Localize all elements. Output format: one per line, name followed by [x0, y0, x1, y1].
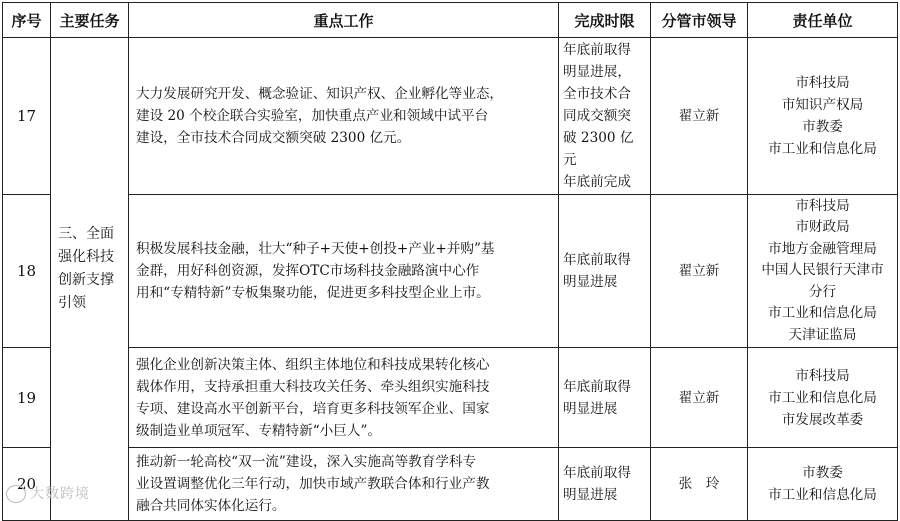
deadline-line: 同成交额突 — [563, 108, 631, 124]
deadline-line: 明显进展 — [563, 274, 618, 290]
work-line: 强化企业创新决策主体、组织主体地位和科技成果转化核心 — [136, 356, 490, 373]
task-line: 创新支撑 — [58, 272, 114, 288]
header-leader: 分管市领导 — [651, 3, 748, 38]
header-work: 重点工作 — [129, 3, 559, 38]
leader-cell: 翟立新 — [651, 195, 748, 348]
work-cell — [129, 195, 559, 348]
deadline-line: 年底前取得 — [563, 378, 631, 395]
work-cell — [129, 38, 559, 195]
unit-line: 市科技局 — [795, 75, 850, 91]
work-line: 推动新一轮高校“双一流”建设，深入实施高等教育学科专 — [136, 454, 477, 470]
work-line: 积极发展科技金融，壮大“种子+天使+创投+产业+并购”基 — [136, 241, 495, 257]
header-no: 序号 — [3, 3, 51, 38]
work-line: 建设，全市技术合同成交额突破 2300 亿元。 — [136, 130, 411, 146]
header-deadline: 完成时限 — [559, 3, 651, 38]
leader-cell: 张 玲 — [651, 448, 748, 521]
work-line: 大力发展研究开发、概念验证、知识产权、企业孵化等业态， — [136, 86, 504, 102]
unit-cell — [748, 38, 898, 195]
task-line: 强化科技 — [58, 249, 114, 265]
work-line: 载体作用，支持承担重大科技攻关任务、牵头组织实施科技 — [136, 378, 490, 395]
unit-line: 天津证监局 — [788, 326, 857, 343]
deadline-line: 明显进展 — [563, 400, 618, 417]
leader-cell: 翟立新 — [651, 348, 748, 448]
deadline-cell — [559, 195, 651, 348]
unit-line: 市工业和信息化局 — [768, 141, 877, 157]
deadline-line: 年底前取得 — [563, 465, 631, 481]
header-task: 主要任务 — [51, 3, 129, 38]
table-row — [3, 38, 898, 195]
header-row — [3, 3, 898, 38]
work-cell — [129, 448, 559, 521]
work-line: 专项、建设高水平创新平台，培育更多科技领军企业、国家 — [136, 400, 490, 417]
unit-line: 市工业和信息化局 — [768, 389, 877, 406]
unit-cell — [748, 348, 898, 448]
work-line: 融合共同体实体化运行。 — [136, 498, 286, 514]
deadline-line: 年底前取得 — [563, 252, 631, 268]
watermark — [6, 483, 90, 503]
row-number: 19 — [3, 348, 51, 448]
unit-line: 市工业和信息化局 — [768, 305, 877, 322]
deadline-line: 明显进展， — [563, 64, 631, 80]
table-row — [3, 195, 898, 348]
task-cell — [51, 38, 129, 521]
row-number: 17 — [3, 38, 51, 195]
unit-line: 市科技局 — [795, 197, 850, 214]
task-table — [2, 2, 898, 521]
watermark-logo-icon — [6, 485, 26, 503]
row-number: 18 — [3, 195, 51, 348]
unit-line: 市财政局 — [795, 219, 850, 236]
deadline-line: 年底前取得 — [563, 42, 631, 58]
work-line: 用和“专精特新”专板集聚功能，促进更多科技型企业上市。 — [136, 285, 490, 301]
work-cell — [129, 348, 559, 448]
unit-line: 市教委 — [802, 465, 843, 481]
unit-line: 市教委 — [802, 119, 843, 135]
deadline-line: 全市技术合 — [563, 86, 631, 102]
unit-line: 中国人民银行天津市 — [761, 262, 884, 279]
unit-cell — [748, 195, 898, 348]
unit-line: 市科技局 — [795, 367, 850, 384]
deadline-cell — [559, 348, 651, 448]
watermark-text: 大数跨境 — [30, 486, 90, 502]
unit-line: 市知识产权局 — [781, 97, 864, 113]
table-row — [3, 448, 898, 521]
unit-line: 市工业和信息化局 — [768, 487, 877, 503]
deadline-cell — [559, 38, 651, 195]
row-number: 20 — [3, 448, 51, 521]
unit-line: 市地方金融管理局 — [768, 240, 877, 257]
deadline-line: 年底前完成 — [563, 174, 631, 190]
deadline-cell — [559, 448, 651, 521]
leader-cell: 翟立新 — [651, 38, 748, 195]
task-line: 三、全面 — [58, 226, 114, 242]
work-line: 建设 20 个校企联合实验室，加快重点产业和领域中试平台 — [136, 108, 489, 124]
work-line: 业设置调整优化三年行动，加快市域产教联合体和行业产教 — [136, 476, 490, 492]
work-line: 级制造业单项冠军、专精特新“小巨人”。 — [136, 422, 381, 439]
unit-cell — [748, 448, 898, 521]
work-line: 金群，用好科创资源，发挥OTC市场科技金融路演中心作 — [136, 263, 480, 279]
unit-line: 分行 — [808, 283, 837, 300]
table-row — [3, 348, 898, 448]
task-line: 引领 — [58, 295, 86, 311]
deadline-line: 明显进展 — [563, 487, 618, 503]
unit-line: 市发展改革委 — [781, 411, 864, 428]
header-unit: 责任单位 — [748, 3, 898, 38]
deadline-line: 破 2300 亿元 — [563, 130, 634, 168]
